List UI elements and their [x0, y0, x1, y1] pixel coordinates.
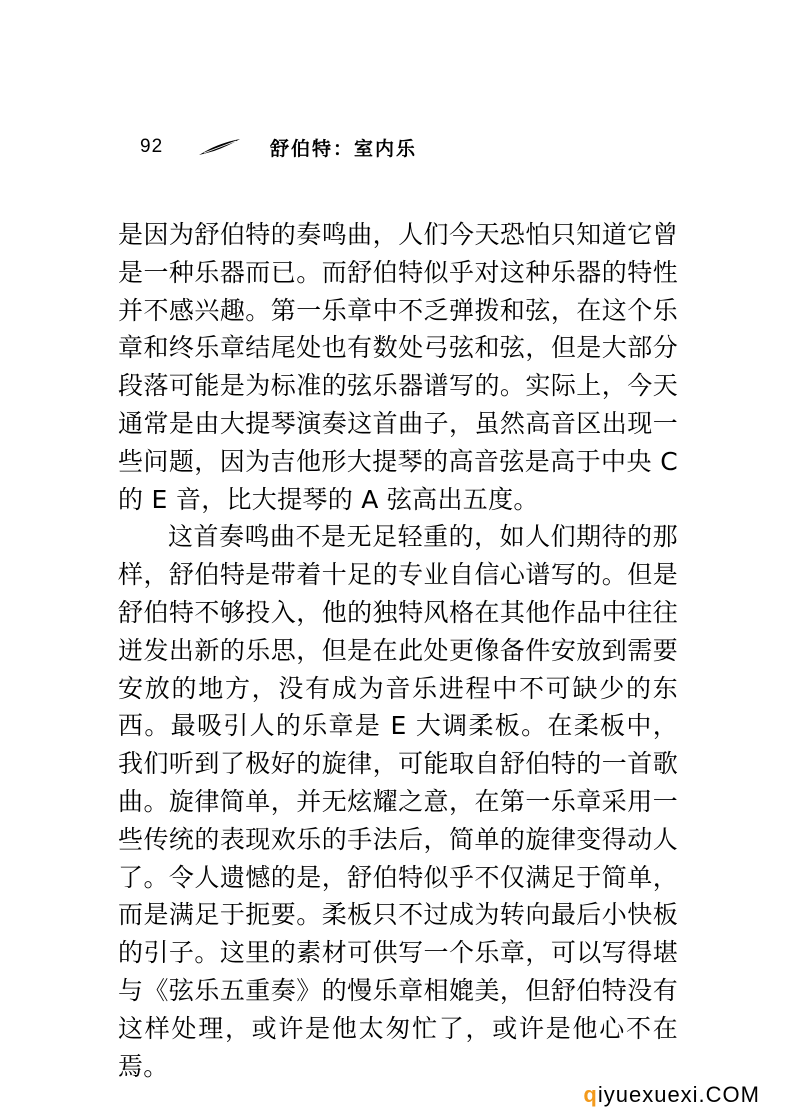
paragraph-2: 这首奏鸣曲不是无足轻重的，如人们期待的那样，舒伯特是带着十足的专业自信心谱写的。但是舒伯特不够投入，他的独特风格在其他作品中往往迸发出新的乐思，但是在此处更像备件安放到需要安放的地方，没有成为音乐进程中不可缺少的东西。最吸引人的乐章是 E 大调柔板。在柔板中，我们听到了极好的旋律，可能取自舒伯特的一首歌曲。旋律简单，并无炫耀之意，在第一乐章采用一些传统的表现欢乐的手法后，简单的旋律变得动人了。令人遗憾的是，舒伯特似乎不仅满足于简单，而是满足于扼要。柔板只不过成为转向最后小快板的引子。这里的素材可供写一个乐章，可以写得堪与《弦乐五重奏》的慢乐章相媲美，但舒伯特没有这样处理，或许是他太匆忙了，或许是他心不在焉。	[118, 522, 678, 1081]
body-text	[118, 216, 678, 1085]
watermark-text: iyuexuexi.COM	[597, 1082, 760, 1107]
page-header	[140, 132, 560, 162]
paragraph-1: 是因为舒伯特的奏鸣曲，人们今天恐怕只知道它曾是一种乐器而已。而舒伯特似乎对这种乐器的特性并不感兴趣。第一乐章中不乏弹拨和弦，在这个乐章和终乐章结尾处也有数处弓弦和弦，但是大部分段落可能是为标准的弦乐器谱写的。实际上，今天通常是由大提琴演奏这首曲子，虽然高音区出现一些问题，因为吉他形大提琴的高音弦是高于中央 C 的 E 音，比大提琴的 A 弦高出五度。	[118, 220, 678, 514]
running-title: 舒伯特：室内乐	[270, 137, 418, 160]
page-number: 92	[140, 136, 164, 157]
quill-pen-icon	[198, 137, 242, 157]
site-watermark	[583, 1082, 760, 1108]
watermark-first-letter: q	[583, 1082, 598, 1107]
